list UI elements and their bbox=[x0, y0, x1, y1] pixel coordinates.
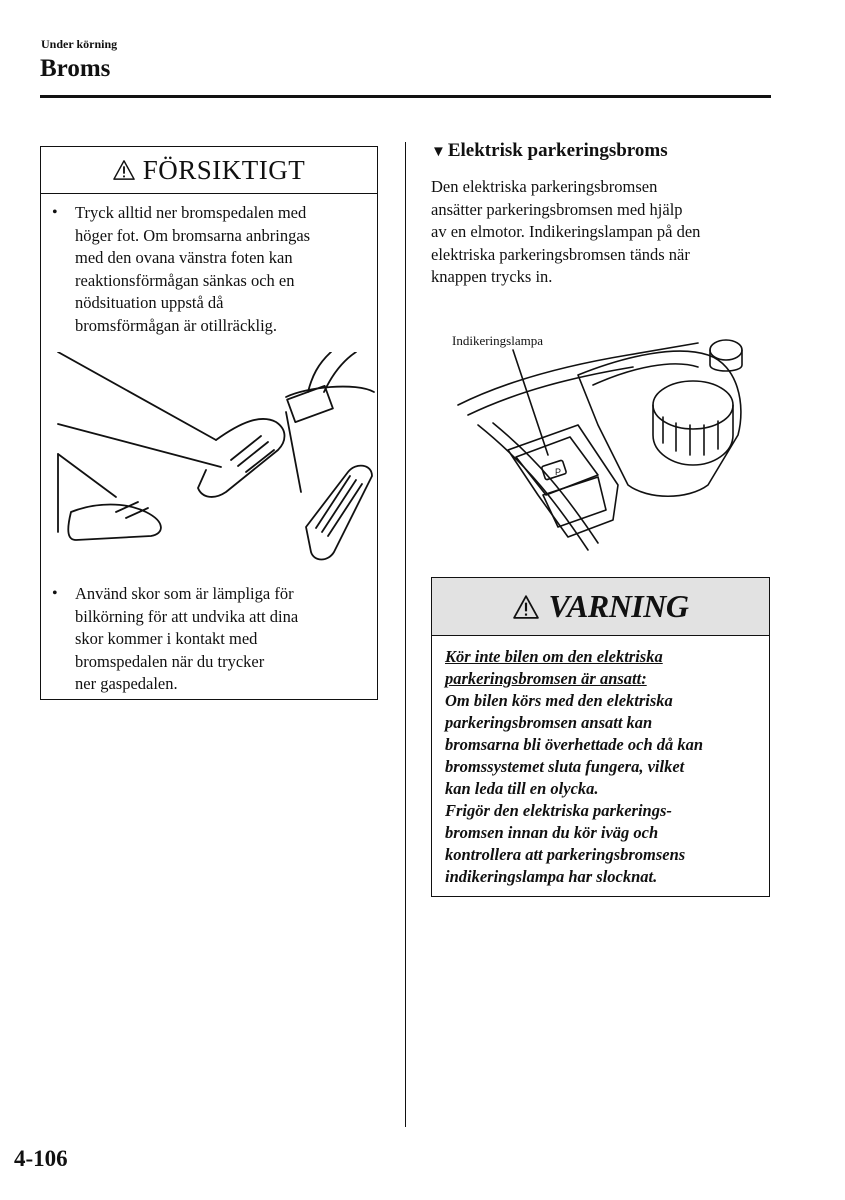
warning-lead: Kör inte bilen om den elektriska parkeringsbromsen är ansatt: bbox=[445, 647, 663, 688]
caution-box bbox=[40, 146, 378, 700]
title-rule bbox=[40, 95, 771, 98]
console-illustration bbox=[448, 325, 748, 555]
column-divider bbox=[405, 142, 406, 1127]
bullet-dot: • bbox=[52, 204, 58, 221]
section-label: Under körning bbox=[41, 37, 118, 51]
warning-paragraph: Frigör den elektriska parkerings- bromsen innan du kör iväg och kontrollera att parkeringsbromsens indikeringslampa har slocknat. bbox=[445, 801, 686, 886]
warning-triangle-icon bbox=[113, 159, 135, 181]
caution-bullet-text: Tryck alltid ner bromspedalen med höger fot. Om bromsarna anbringas med den ovana vänstra foten kan reaktionsförmågan sänkas och en nödsituation uppstå då bromsförmågan är otillräcklig. bbox=[75, 203, 311, 335]
warning-box bbox=[431, 577, 770, 897]
electric-brake-body: Den elektriska parkeringsbromsen ansätter parkeringsbromsen med hjälp av en elmotor. Indikeringslampan på den elektriska parkeringsbromsen tänds när knappen trycks in. bbox=[431, 177, 701, 286]
warning-header bbox=[432, 578, 769, 636]
epb-button-symbol: P bbox=[555, 467, 562, 477]
caution-header bbox=[41, 147, 377, 194]
electric-brake-heading-text: Elektrisk parkeringsbroms bbox=[447, 140, 668, 161]
bullet-dot: • bbox=[52, 585, 58, 602]
page-title: Broms bbox=[40, 55, 111, 82]
warning-paragraph: Om bilen körs med den elektriska parkeringsbromsen ansatt kan bromsarna bli överhettade och då kan bromssystemet sluta fungera, vilket kan leda till en olycka. bbox=[445, 691, 704, 798]
warning-triangle-icon bbox=[513, 594, 539, 620]
caution-bullet bbox=[52, 583, 370, 696]
pedal-illustration bbox=[56, 352, 376, 562]
caution-bullet bbox=[52, 202, 370, 337]
warning-heading: VARNING bbox=[548, 588, 689, 624]
electric-brake-heading bbox=[431, 140, 668, 162]
caution-heading: FÖRSIKTIGT bbox=[142, 154, 306, 185]
caution-bullet-text: Använd skor som är lämpliga för bilkörning för att undvika att dina skor kommer i kontakt med bromspedalen när du trycker ner gaspedalen. bbox=[75, 584, 299, 693]
indicator-lamp-label: Indikeringslampa bbox=[452, 333, 543, 348]
heading-marker-icon: ▼ bbox=[431, 144, 446, 160]
warning-body bbox=[445, 646, 763, 888]
page-number: 4-106 bbox=[14, 1146, 68, 1171]
